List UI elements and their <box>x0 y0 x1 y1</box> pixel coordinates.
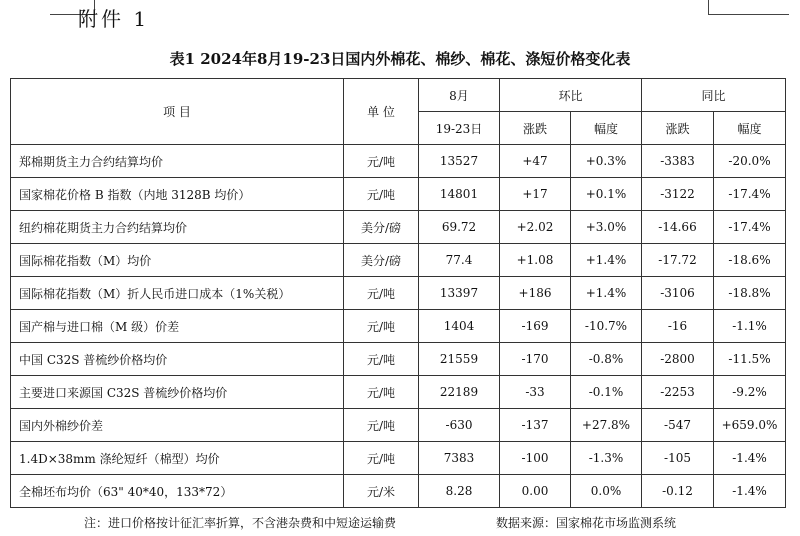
row-mom-change: +17 <box>500 178 571 211</box>
row-yoy-pct: -18.6% <box>714 244 786 277</box>
header-mom-change: 涨跌 <box>500 112 571 145</box>
header-period-days: 19-23日 <box>419 112 500 145</box>
row-yoy-change: -3106 <box>642 277 714 310</box>
table-row <box>11 178 786 211</box>
row-value: 14801 <box>419 178 500 211</box>
table-row <box>11 277 786 310</box>
row-value: 69.72 <box>419 211 500 244</box>
row-mom-pct: -1.3% <box>571 442 642 475</box>
row-unit: 元/吨 <box>344 178 419 211</box>
header-unit: 单 位 <box>344 79 419 145</box>
row-yoy-pct: -1.4% <box>714 442 786 475</box>
row-yoy-change: -3122 <box>642 178 714 211</box>
table-row <box>11 376 786 409</box>
row-yoy-pct: -11.5% <box>714 343 786 376</box>
row-mom-pct: -0.8% <box>571 343 642 376</box>
table-title: 表1 2024年8月19-23日国内外棉花、棉纱、棉花、涤短价格变化表 <box>169 50 631 68</box>
row-yoy-change: -2253 <box>642 376 714 409</box>
row-mom-pct: +27.8% <box>571 409 642 442</box>
row-value: -630 <box>419 409 500 442</box>
row-yoy-change: -17.72 <box>642 244 714 277</box>
row-yoy-pct: -17.4% <box>714 211 786 244</box>
row-item: 中国 C32S 普梳纱价格均价 <box>11 343 344 376</box>
row-unit: 元/吨 <box>344 277 419 310</box>
row-yoy-pct: -20.0% <box>714 145 786 178</box>
row-mom-pct: +1.4% <box>571 244 642 277</box>
row-mom-change: 0.00 <box>500 475 571 508</box>
row-unit: 元/吨 <box>344 343 419 376</box>
row-value: 7383 <box>419 442 500 475</box>
row-unit: 元/吨 <box>344 409 419 442</box>
table-row <box>11 442 786 475</box>
row-value: 21559 <box>419 343 500 376</box>
row-unit: 元/吨 <box>344 145 419 178</box>
row-value: 1404 <box>419 310 500 343</box>
row-yoy-change: -0.12 <box>642 475 714 508</box>
row-mom-change: +1.08 <box>500 244 571 277</box>
attachment-label: 附件 1 <box>78 7 150 31</box>
table-row <box>11 409 786 442</box>
row-mom-pct: +1.4% <box>571 277 642 310</box>
row-mom-change: -137 <box>500 409 571 442</box>
row-mom-pct: -0.1% <box>571 376 642 409</box>
row-mom-pct: 0.0% <box>571 475 642 508</box>
row-item: 全棉坯布均价（63" 40*40，133*72） <box>11 475 344 508</box>
row-value: 77.4 <box>419 244 500 277</box>
row-unit: 元/吨 <box>344 442 419 475</box>
table-row <box>11 145 786 178</box>
footer-note: 注：进口价格按计征汇率折算，不含港杂费和中短途运输费 <box>84 516 397 530</box>
row-item: 主要进口来源国 C32S 普梳纱价格均价 <box>11 376 344 409</box>
header-mom: 环比 <box>500 79 642 112</box>
row-mom-change: +2.02 <box>500 211 571 244</box>
row-mom-change: -100 <box>500 442 571 475</box>
row-value: 13527 <box>419 145 500 178</box>
row-yoy-change: -14.66 <box>642 211 714 244</box>
row-item: 郑棉期货主力合约结算均价 <box>11 145 344 178</box>
row-unit: 美分/磅 <box>344 244 419 277</box>
row-mom-change: -33 <box>500 376 571 409</box>
row-mom-change: +186 <box>500 277 571 310</box>
header-yoy: 同比 <box>642 79 786 112</box>
table-row <box>11 475 786 508</box>
row-mom-change: -170 <box>500 343 571 376</box>
footer-source: 数据来源：国家棉花市场监测系统 <box>496 516 677 530</box>
header-mom-pct: 幅度 <box>571 112 642 145</box>
row-yoy-change: -3383 <box>642 145 714 178</box>
table-row <box>11 343 786 376</box>
row-yoy-pct: -1.1% <box>714 310 786 343</box>
row-mom-pct: +0.3% <box>571 145 642 178</box>
row-item: 国产棉与进口棉（M 级）价差 <box>11 310 344 343</box>
row-yoy-pct: -17.4% <box>714 178 786 211</box>
row-item: 国家棉花价格 B 指数（内地 3128B 均价） <box>11 178 344 211</box>
row-mom-change: -169 <box>500 310 571 343</box>
row-mom-change: +47 <box>500 145 571 178</box>
row-unit: 美分/磅 <box>344 211 419 244</box>
row-item: 纽约棉花期货主力合约结算均价 <box>11 211 344 244</box>
row-yoy-change: -547 <box>642 409 714 442</box>
row-yoy-pct: -1.4% <box>714 475 786 508</box>
row-item: 国际棉花指数（M）均价 <box>11 244 344 277</box>
row-item: 国际棉花指数（M）折人民币进口成本（1%关税） <box>11 277 344 310</box>
table-row <box>11 211 786 244</box>
page-corner-mark-right <box>708 0 789 15</box>
row-yoy-pct: -18.8% <box>714 277 786 310</box>
table-body <box>11 145 786 508</box>
row-yoy-change: -2800 <box>642 343 714 376</box>
row-item: 国内外棉纱价差 <box>11 409 344 442</box>
row-item: 1.4D×38mm 涤纶短纤（棉型）均价 <box>11 442 344 475</box>
row-value: 22189 <box>419 376 500 409</box>
row-mom-pct: +0.1% <box>571 178 642 211</box>
row-value: 13397 <box>419 277 500 310</box>
table-row <box>11 244 786 277</box>
row-value: 8.28 <box>419 475 500 508</box>
row-yoy-pct: -9.2% <box>714 376 786 409</box>
header-yoy-pct: 幅度 <box>714 112 786 145</box>
row-unit: 元/吨 <box>344 310 419 343</box>
row-unit: 元/米 <box>344 475 419 508</box>
header-yoy-change: 涨跌 <box>642 112 714 145</box>
row-mom-pct: -10.7% <box>571 310 642 343</box>
table-row <box>11 310 786 343</box>
header-period-month: 8月 <box>419 79 500 112</box>
row-unit: 元/吨 <box>344 376 419 409</box>
row-yoy-pct: +659.0% <box>714 409 786 442</box>
row-yoy-change: -105 <box>642 442 714 475</box>
header-item: 项 目 <box>11 79 344 145</box>
price-table <box>10 78 786 508</box>
row-yoy-change: -16 <box>642 310 714 343</box>
row-mom-pct: +3.0% <box>571 211 642 244</box>
